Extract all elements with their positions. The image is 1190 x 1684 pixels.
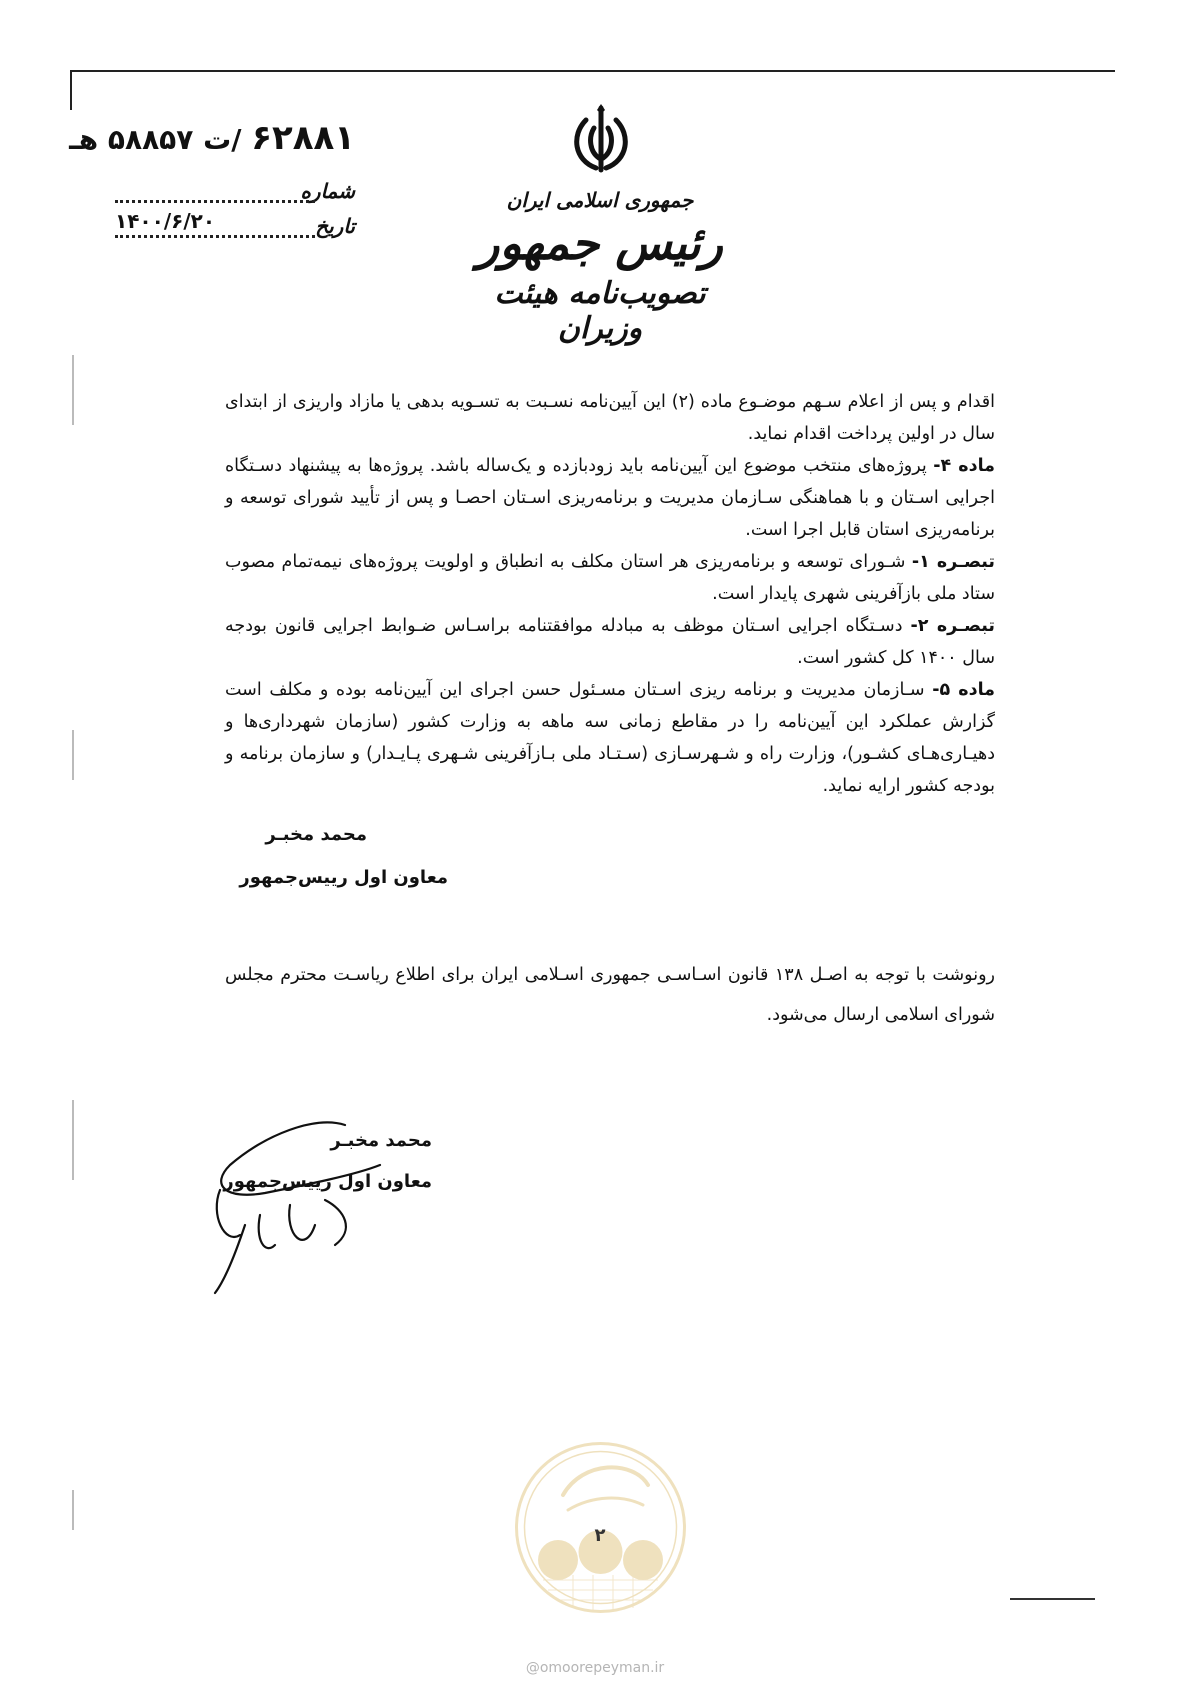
letter-reference-number: ۶۲۸۸۱ /ت ۵۸۸۵۷ هـ xyxy=(69,118,355,158)
date-value: ۱۴۰۰/۶/۲۰ xyxy=(115,209,315,238)
article-5: ماده ۵- سـازمان مدیریت و برنامه ریزی اسـتان مسـئول حسن اجرای این آیین‌نامه بوده و مکلف است گزارش عملکرد این آیین‌نامه را در مقاطع زمانی سه ماهه به وزارت کشور (سازمان شهرداری‌ها و دهیـاری‌هـای کشـور)، وزارت راه و شـهرسـازی (سـتـاد ملی بـازآفرینی شـهری پـایـدار) و سازمان برنامه و بودجه کشور ارایه نماید. xyxy=(225,680,996,796)
scan-edge-mark xyxy=(72,1490,74,1530)
iran-emblem-icon xyxy=(566,100,636,180)
signature-block-1 xyxy=(239,824,448,888)
scan-edge-mark xyxy=(72,730,74,780)
note-1: تبصـره ۱- شـورای توسعه و برنامه‌ریزی هر استان مکلف به انطباق و اولویت پروژه‌های نیمه‌تمام مصوب ستاد ملی بازآفرینی شهری پایدار است. xyxy=(225,552,995,604)
note-2: تبصـره ۲- دسـتگاه اجرایی اسـتان موظف به مبادله موافقتنامه براسـاس ضـوابط اجرایی قانون بودجه سال ۱۴۰۰ کل کشور است. xyxy=(225,616,995,668)
carbon-copy-note: رونوشت با توجه به اصـل ۱۳۸ قانون اسـاسـی جمهوری اسـلامی ایران برای اطلاع ریاسـت محترم مجلس شورای اسلامی ارسال می‌شود. xyxy=(225,965,995,1025)
scan-edge-mark xyxy=(72,355,74,425)
handwritten-signature xyxy=(205,1105,395,1295)
letter-reference-block xyxy=(69,118,355,238)
letterhead xyxy=(450,188,750,346)
signatory-title: معاون اول رییس‌جمهور xyxy=(239,867,448,888)
bottom-border-mark xyxy=(1010,1598,1095,1600)
page-top-border xyxy=(70,70,1115,72)
page-left-border xyxy=(70,70,72,110)
decree-body xyxy=(225,386,995,802)
office-title: رئیس جمهور xyxy=(477,216,723,270)
number-row xyxy=(115,176,355,203)
signatory-title: معاون اول رییس‌جمهور xyxy=(223,1171,432,1192)
number-value-field xyxy=(115,176,315,203)
paragraph: اقدام و پس از اعلام سـهم موضـوع ماده (۲) این آیین‌نامه نسـبت به تسـویه بدهی یا مازاد واریزی از ابتدای سال در اولین پرداخت اقدام نماید. xyxy=(225,392,995,444)
article-4: ماده ۴- پروژه‌های منتخب موضوع این آیین‌نامه باید زودبازده و یک‌ساله باشد. پروژه‌ها به پیشنهاد دسـتگاه اجرایی اسـتان و با هماهنگی سـازمان مدیریت و برنامه‌ریزی اسـتان احصـا و پس از تأیید شورای توسعه و برنامه‌ریزی استان قابل اجرا است. xyxy=(225,456,995,540)
signatory-name: محمد مخبـر xyxy=(330,1130,432,1151)
document-type: تصویب‌نامه هیئت وزیران xyxy=(494,276,706,346)
page-number: ۲ xyxy=(594,1525,606,1546)
date-row xyxy=(115,209,355,238)
republic-line: جمهوری اسلامی ایران xyxy=(506,188,694,212)
source-watermark: @omoorepeyman.ir xyxy=(525,1660,665,1676)
scan-edge-mark xyxy=(72,1100,74,1180)
number-label: شماره xyxy=(300,179,355,203)
signatory-name: محمد مخبـر xyxy=(265,824,368,845)
date-label: تاریخ xyxy=(315,214,355,238)
